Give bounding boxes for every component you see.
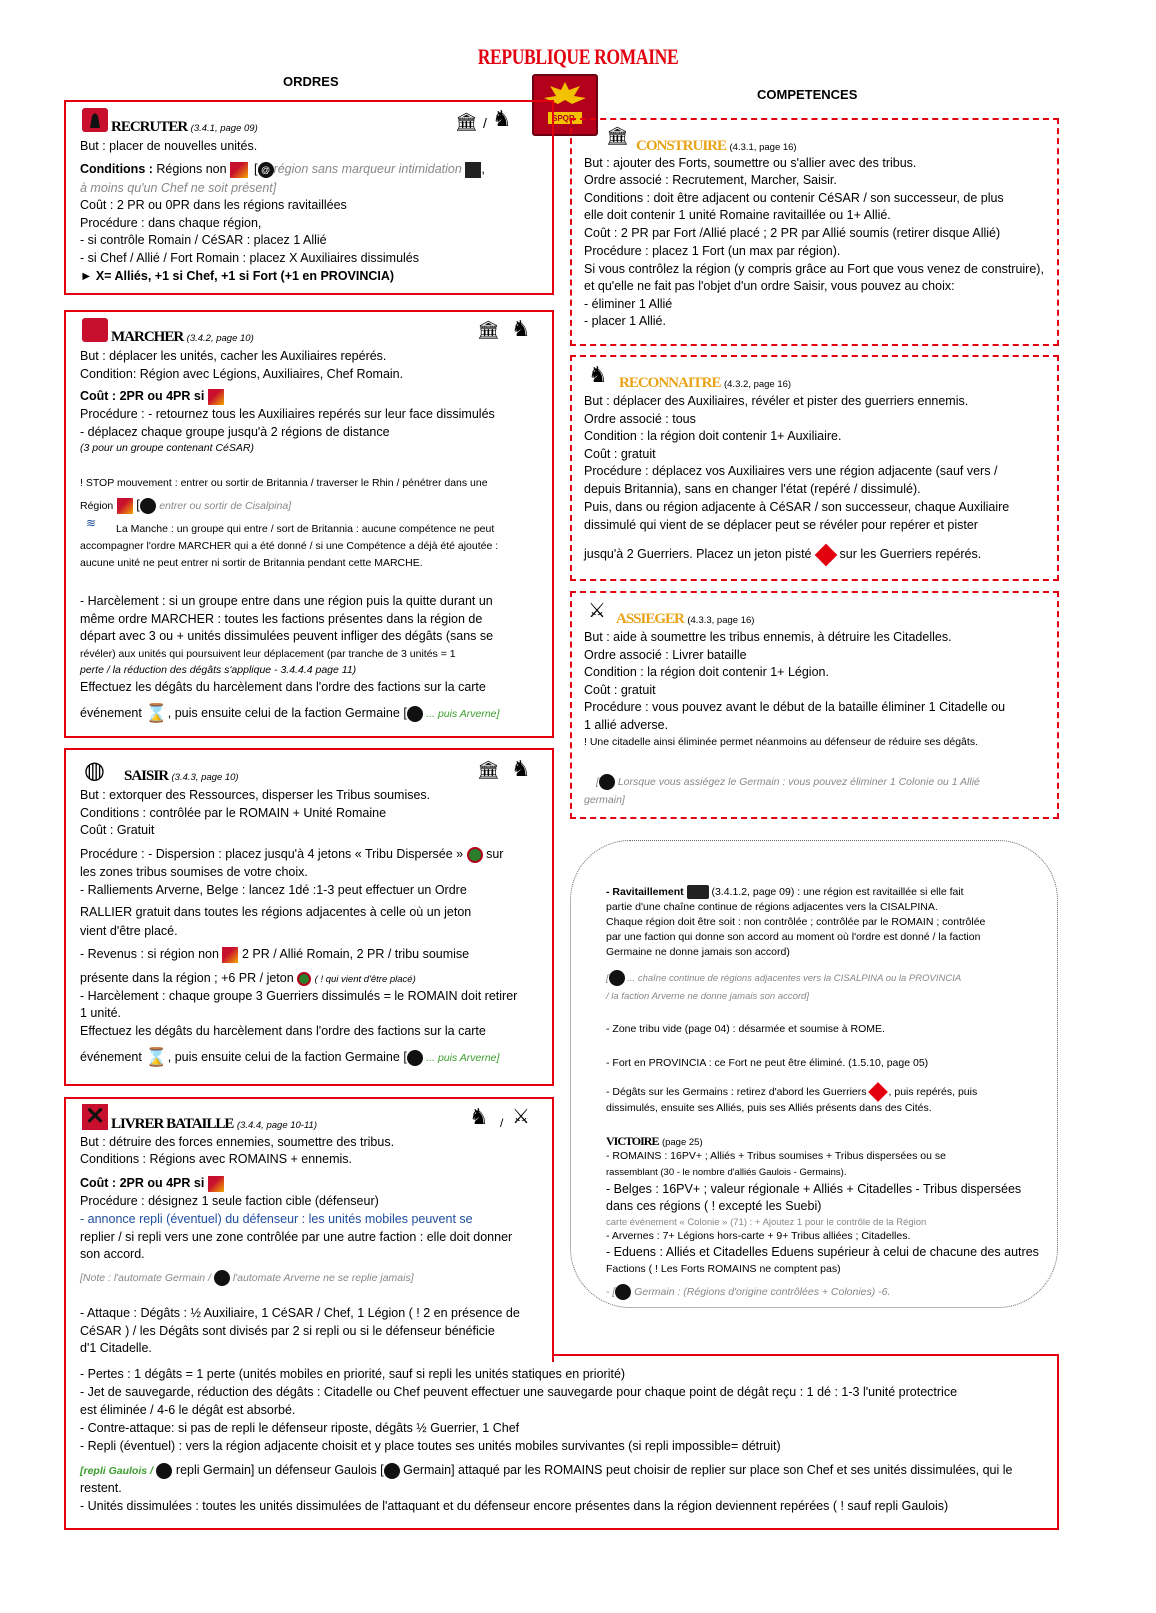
bataille-repli: - annonce repli (éventuel) du défenseur : les unités mobiles peuvent se (80, 1212, 473, 1226)
saisir-revenus: - Revenus : si région non (80, 947, 219, 961)
bataille-line14: est éliminée / 4-6 le dégât est absorbé. (80, 1403, 296, 1417)
marcher-procedure: Procédure : - retournez tous les Auxiliaires repérés sur leur face dissimulés (80, 407, 495, 421)
recruter-line7: ► X= Alliés, +1 si Chef, +1 si Fort (+1 en PROVINCIA) (80, 269, 395, 283)
fire-region-icon (117, 498, 133, 514)
reconnaitre-cout: Coût : gratuit (584, 447, 656, 461)
horse-head-icon: ♞ (492, 106, 512, 131)
marcher-line10: accompagner l'ordre MARCHER qui a été donné / si une Compétence a déjà été ajoutée : (80, 540, 499, 552)
saisir-title: SAISIR (124, 768, 169, 784)
fire-region-icon (208, 389, 224, 405)
bataille-line18: restent. (80, 1481, 122, 1495)
saisir-revenus-detail: 2 PR / Allié Romain, 2 PR / tribu soumise (241, 947, 470, 961)
automate-icon (599, 774, 615, 790)
bataille-box-top-edge (552, 1354, 1059, 1356)
marcher-region-label: Région (80, 500, 114, 512)
marcher-line15: révéler) aux unités qui poursuivent leur déplacement (par tranche de 3 unités = 1 (80, 648, 456, 660)
column-pillar-icon: 🏛 (477, 320, 500, 340)
bataille-dissimulees: - Unités dissimulées : toutes les unités dissimulées de l'attaquant et du défenseur encore présentes dans la région deviennent repérées ( ! sauf repli Gaulois) (80, 1499, 949, 1513)
rules-line7: / la faction Arverne ne donne jamais son accord] (606, 991, 809, 1002)
saisir-ref: (3.4.3, page 10) (171, 772, 239, 783)
recruter-but: But : placer de nouvelles unités. (80, 139, 258, 153)
automate-icon: @ (258, 162, 274, 178)
assieger-line7: ! Une citadelle ainsi éliminée permet néanmoins au défenseur de réduire ses dégâts. (584, 736, 978, 748)
marcher-line13: même ordre MARCHER : toutes les factions présentes dans la région de (80, 612, 483, 626)
marcher-ref: (3.4.2, page 10) (186, 333, 254, 344)
horse-head-icon: ♞ (588, 362, 608, 387)
bataille-note-end: l'automate Arverne ne se replie jamais] (232, 1272, 414, 1284)
bataille-repli-final: - Repli (éventuel) : vers la région adjacente choisit et y place toutes ses unités mobiles survivantes (si repli impossible= détruit) (80, 1439, 781, 1453)
marcher-line6: (3 pour un groupe contenant CéSAR) (80, 442, 254, 454)
reconnaitre-but: But : déplacer des Auxiliaires, révéler et pister des guerriers ennemis. (584, 394, 969, 408)
victoire-title: VICTOIRE (606, 1134, 659, 1148)
bataille-contre-attaque: - Contre-attaque: si pas de repli le défenseur riposte, dégâts ½ Guerrier, 1 Chef (80, 1421, 520, 1435)
column-header-ordres: ORDRES (283, 74, 339, 89)
marcher-harcelement: - Harcèlement : si un groupe entre dans une région puis la quitte durant un (80, 594, 493, 608)
reconnaitre-procedure: Procédure : déplacez vos Auxiliaires vers une région adjacente (sauf vers / (584, 464, 998, 478)
rules-line3: Chaque région doit être soit : non contrôlée ; contrôlée par le ROMAIN ; contrôlée (606, 916, 986, 928)
victoire-arvernes: - Arvernes : 7+ Légions hors-carte + 9+ Tribus alliées ; Citadelles. (606, 1230, 911, 1242)
coins-icon: ◍ (84, 757, 105, 784)
bataille-repli-germain: repli Germain] un défenseur Gaulois [ (175, 1463, 384, 1477)
recruter-conditions-text: Régions non (156, 162, 231, 176)
victoire-germain: Germain : (Régions d'origine contrôlées + Colonies) -6. (634, 1286, 891, 1298)
reconnaitre-line9: jusqu'à 2 Guerriers. Placez un jeton pisté (584, 547, 812, 561)
hourglass-icon: ⌛ (145, 1047, 168, 1067)
saisir-line10: présente dans la région ; +6 PR / jeton (80, 971, 294, 985)
reconnaitre-line6: depuis Britannia), sans en changer l'état (repéré / dissimulé). (584, 482, 921, 496)
victoire-belges: - Belges : 16PV+ ; valeur régionale + Alliés + Citadelles - Tribus dispersées (606, 1182, 1022, 1196)
horse-head-icon: ♞ (511, 316, 531, 341)
assieger-ordre: Ordre associé : Livrer bataille (584, 648, 747, 662)
recruter-intimidation-text: région sans marqueur intimidation (273, 162, 462, 176)
reconnaitre-title: RECONNAITRE (619, 375, 721, 391)
bataille-procedure: Procédure : désignez 1 seule faction cible (défenseur) (80, 1194, 379, 1208)
saisir-line10-note: ( ! qui vient d'être placé) (314, 974, 416, 985)
bataille-attaque: - Attaque : Dégâts : ½ Auxiliaire, 1 CéSAR / Chef, 1 Légion ( ! 2 en présence de (80, 1306, 520, 1320)
marcher-cisalpina: entrer ou sortir de Cisalpina] (159, 500, 292, 512)
assieger-line9: germain] (584, 794, 625, 806)
marcher-stop: ! STOP mouvement : entrer ou sortir de Britannia / traverser le Rhin / pénétrer dans une (80, 477, 488, 489)
construire-line9: - éliminer 1 Allié (584, 297, 673, 311)
automate-icon (156, 1463, 172, 1479)
reconnaitre-line9-end: sur les Guerriers repérés. (839, 547, 982, 561)
page-title: REPUBLIQUE ROMAINE (477, 44, 679, 69)
saisir-ralliements: - Ralliements Arverne, Belge : lancez 1dé :1-3 peut effectuer un Ordre (80, 883, 467, 897)
automate-icon (407, 1050, 423, 1066)
hourglass-icon: ⌛ (145, 703, 168, 723)
bataille-title: LIVRER BATAILLE (111, 1116, 234, 1132)
marcher-line14: départ avec 3 ou + unités dissimulées peuvent infliger des dégâts (sans se (80, 629, 494, 643)
saisir-procedure: Procédure : - Dispersion : placez jusqu'à 4 jetons « Tribu Dispersée » (80, 847, 464, 861)
assieger-ref: (4.3.3, page 16) (687, 615, 755, 626)
automate-icon (214, 1270, 230, 1286)
tracked-token-icon (814, 543, 837, 566)
rules-degats: - Dégâts sur les Germains : retirez d'abord les Guerriers (606, 1086, 867, 1098)
construire-ordre: Ordre associé : Recrutement, Marcher, Saisir. (584, 173, 837, 187)
reconnaitre-ordre: Ordre associé : tous (584, 412, 696, 426)
automate-icon (140, 498, 156, 514)
saisir-sur: sur (486, 847, 504, 861)
marcher-line17: Effectuez les dégâts du harcèlement dans l'ordre des factions sur la carte (80, 680, 486, 694)
recruter-procedure: Procédure : dans chaque région, (80, 216, 262, 230)
marcher-line5: - déplacez chaque groupe jusqu'à 2 régions de distance (80, 425, 390, 439)
bataille-conditions: Conditions : Régions avec ROMAINS + ennemis. (80, 1152, 352, 1166)
construire-line10: - placer 1 Allié. (584, 314, 666, 328)
automate-icon (407, 706, 423, 722)
recruter-line6: - si Chef / Allié / Fort Romain : placez X Auxiliaires dissimulés (80, 251, 420, 265)
victoire-line5: dans ces régions ( ! excepté les Suebi) (606, 1199, 822, 1213)
bataille-line11: d'1 Citadelle. (80, 1341, 152, 1355)
rules-fort: - Fort en PROVINCIA : ce Fort ne peut être éliminé. (1.5.10, page 05) (606, 1057, 929, 1069)
rules-ravitaillement: - Ravitaillement (606, 886, 684, 898)
construire-title: CONSTRUIRE (636, 138, 727, 154)
recruter-cout: Coût : 2 PR ou 0PR dans les régions ravitaillées (80, 198, 347, 212)
marcher-line11: aucune unité ne peut entrer ni sortir de Britannia pendant cette MARCHE. (80, 557, 423, 569)
saisir-conditions: Conditions : contrôlée par le ROMAIN + Unité Romaine (80, 806, 387, 820)
victoire-line9: Factions ( ! Les Forts ROMAINS ne comptent pas) (606, 1263, 841, 1275)
reconnaitre-line8: dissimulé qui vient de se déplacer peut se révéler pour repérer et pister (584, 518, 978, 532)
marcher-line16: perte / la réduction des dégâts s'applique - 3.4.4.4 page 11) (80, 664, 357, 676)
fire-region-icon (208, 1176, 224, 1192)
reconnaitre-ref: (4.3.2, page 16) (724, 379, 792, 390)
rules-zone-tribu: - Zone tribu vide (page 04) : désarmée et soumise à ROME. (606, 1023, 885, 1035)
saisir-but: But : extorquer des Ressources, disperser les Tribus soumises. (80, 788, 431, 802)
automate-icon (609, 970, 625, 986)
rules-line5: Germaine ne donne jamais son accord) (606, 946, 790, 958)
rules-line4: par une faction qui donne son accord au moment où l'ordre est donné / la faction (606, 931, 981, 943)
column-pillar-icon: 🏛 (606, 126, 629, 146)
bataille-ref: (3.4.4, page 10-11) (236, 1120, 317, 1131)
intimidation-marker-icon (465, 162, 481, 178)
saisir-line7: RALLIER gratuit dans toutes les régions adjacentes à celle où un jeton (80, 905, 472, 919)
saisir-arverne: ... puis Arverne] (426, 1052, 500, 1065)
horse-head-icon: ♞ (511, 756, 531, 781)
fire-region-icon (222, 947, 238, 963)
bataille-cout: Coût : 2PR ou 4PR si (80, 1176, 205, 1190)
construire-but: But : ajouter des Forts, soumettre ou s'allier avec des tribus. (584, 156, 917, 170)
rules-line6: ... chaîne continue de régions adjacentes vers la CISALPINA ou la PROVINCIA (627, 973, 962, 984)
construire-line8: et qu'elle ne fait pas l'objet d'un ordre Saisir, vous pouvez au choix: (584, 279, 955, 293)
tribe-dispersed-token-icon (297, 972, 311, 986)
recruter-ref: (3.4.1, page 09) (190, 123, 258, 134)
marcher-arverne: ... puis Arverne] (426, 708, 500, 721)
horse-head-icon: ♞ (469, 1104, 489, 1129)
column-pillar-icon: 🏛 (455, 112, 478, 132)
saisir-evenement: événement (80, 1050, 142, 1065)
saisir-line5: les zones tribus soumises de votre choix. (80, 865, 308, 879)
saisir-line13: Effectuez les dégâts du harcèlement dans l'ordre des factions sur la carte (80, 1024, 486, 1038)
assieger-cout: Coût : gratuit (584, 683, 656, 697)
construire-conditions: Conditions : doit être adjacent ou contenir CéSAR / son successeur, de plus (584, 191, 1004, 205)
assieger-procedure: Procédure : vous pouvez avant le début de la bataille éliminer 1 Citadelle ou (584, 700, 1006, 714)
slash-separator: / (483, 115, 487, 131)
construire-procedure: Procédure : placez 1 Fort (un max par région). (584, 244, 841, 258)
reconnaitre-line7: Puis, dans ou région adjacente à CéSAR / son successeur, chaque Auxiliaire (584, 500, 1010, 514)
saisir-cout: Coût : Gratuit (80, 823, 155, 837)
saisir-harcelement: - Harcèlement : chaque groupe 3 Guerriers dissimulés = le ROMAIN doit retirer (80, 989, 518, 1003)
catapult-icon: ⚔ (512, 1106, 530, 1128)
victoire-line3: rassemblant (30 - le nombre d'alliés Gaulois - Germains). (606, 1167, 847, 1178)
victoire-ref: (page 25) (661, 1137, 703, 1148)
bataille-line6: replier / si repli vers une zone contrôlée par une autre faction : elle doit donner (80, 1230, 513, 1244)
tribe-dispersed-token-icon (467, 847, 483, 863)
bataille-sauvegarde: - Jet de sauvegarde, réduction des dégâts : Citadelle ou Chef peuvent effectuer une sauvegarde pour chaque point de dégât reçu : 1 dé : 1-3 l'unité protectrice (80, 1385, 958, 1399)
column-pillar-icon: 🏛 (477, 760, 500, 780)
bataille-repli-gaulois: [repli Gaulois / (80, 1465, 153, 1477)
recruter-line2: à moins qu'un Chef ne soit présent] (80, 181, 277, 195)
assieger-title: ASSIEGER (616, 611, 684, 627)
rules-line11: dissimulés, ensuite ses Alliés, puis ses Alliés présents dans des Cités. (606, 1102, 932, 1114)
construire-ref: (4.3.1, page 16) (729, 142, 797, 153)
bataille-repli-text: Germain] attaqué par les ROMAINS peut choisir de replier sur place son Chef et ses unités dissimulées, qui le (403, 1463, 1013, 1477)
rules-degats-end: , puis repérés, puis (888, 1086, 978, 1098)
saisir-germaine: , puis ensuite celui de la faction Germaine [ (167, 1050, 407, 1065)
spqr-text: SPQR (552, 114, 575, 123)
fire-region-icon (230, 162, 248, 178)
construire-line7: Si vous contrôlez la région (y compris grâce au Fort que vous venez de construire), (584, 262, 1044, 276)
rules-ravitaillement-text: (3.4.1.2, page 09) : une région est ravitaillée si elle fait (711, 886, 964, 898)
construire-cout: Coût : 2 PR par Fort /Allié placé ; 2 PR par Allié soumis (retirer disque Allié) (584, 226, 1001, 240)
reconnaitre-condition: Condition : la région doit contenir 1+ Auxiliaire. (584, 429, 842, 443)
marcher-condition: Condition: Région avec Légions, Auxiliaires, Chef Romain. (80, 367, 404, 381)
wagon-icon (687, 885, 709, 899)
automate-icon (384, 1463, 400, 1479)
victoire-eduens: - Eduens : Alliés et Citadelles Eduens supérieur à celui de chacune des autres (606, 1245, 1039, 1259)
bataille-line10: CéSAR ) / les Dégâts sont divisés par 2 si repli ou si le défenseur bénéficie (80, 1324, 495, 1338)
marcher-evenement: événement (80, 706, 142, 721)
crossed-swords-icon: ✕ (82, 1104, 108, 1130)
marcher-manche: La Manche : un groupe qui entre / sort de Britannia : aucune compétence ne peut (116, 523, 495, 535)
assieger-condition: Condition : la région doit contenir 1+ Légion. (584, 665, 829, 679)
recruter-line5: - si contrôle Romain / CéSAR : placez 1 Allié (80, 233, 327, 247)
rules-line2: partie d'une chaîne continue de régions adjacentes vers la CISALPINA. (606, 901, 938, 913)
saisir-line12: 1 unité. (80, 1006, 122, 1020)
recruter-title: RECRUTER (111, 119, 188, 135)
bataille-but: But : détruire des forces ennemies, soumettre des tribus. (80, 1135, 395, 1149)
catapult-icon: ⚔ (588, 600, 606, 622)
victoire-line6: carte événement « Colonie » (71) : + Ajoutez 1 pour le contrôle de la Région (606, 1217, 927, 1228)
bataille-line7: son accord. (80, 1247, 145, 1261)
marcher-germaine: , puis ensuite celui de la faction Germaine [ (167, 706, 407, 721)
construire-line4: elle doit contenir 1 unité Romaine ravitaillée ou 1+ Allié. (584, 208, 891, 222)
automate-icon (615, 1284, 631, 1300)
bataille-pertes: - Pertes : 1 dégâts = 1 perte (unités mobiles en priorité, sauf si repli les unités statiques en priorité) (80, 1367, 626, 1381)
bataille-note: [Note : l'automate Germain / (80, 1272, 211, 1284)
slash-separator: / (500, 1116, 504, 1130)
marcher-but: But : déplacer les unités, cacher les Auxiliaires repérés. (80, 349, 387, 363)
saisir-line8: vient d'être placé. (80, 924, 178, 938)
recruter-conditions-label: Conditions : (80, 162, 157, 176)
marcher-icon (82, 318, 108, 342)
marcher-title: MARCHER (111, 329, 184, 345)
assieger-line6: 1 allié adverse. (584, 718, 669, 732)
marcher-cout: Coût : 2PR ou 4PR si (80, 389, 205, 403)
column-header-competences: COMPETENCES (757, 87, 858, 102)
victoire-romains: - ROMAINS : 16PV+ ; Alliés + Tribus soumises + Tribus dispersées ou se (606, 1150, 946, 1162)
recruter-icon (82, 108, 108, 132)
assieger-but: But : aide à soumettre les tribus ennemis, à détruire les Citadelles. (584, 630, 952, 644)
assieger-germain: Lorsque vous assiégez le Germain : vous pouvez éliminer 1 Colonie ou 1 Allié (617, 776, 980, 788)
waves-icon: ≋ (86, 516, 97, 530)
